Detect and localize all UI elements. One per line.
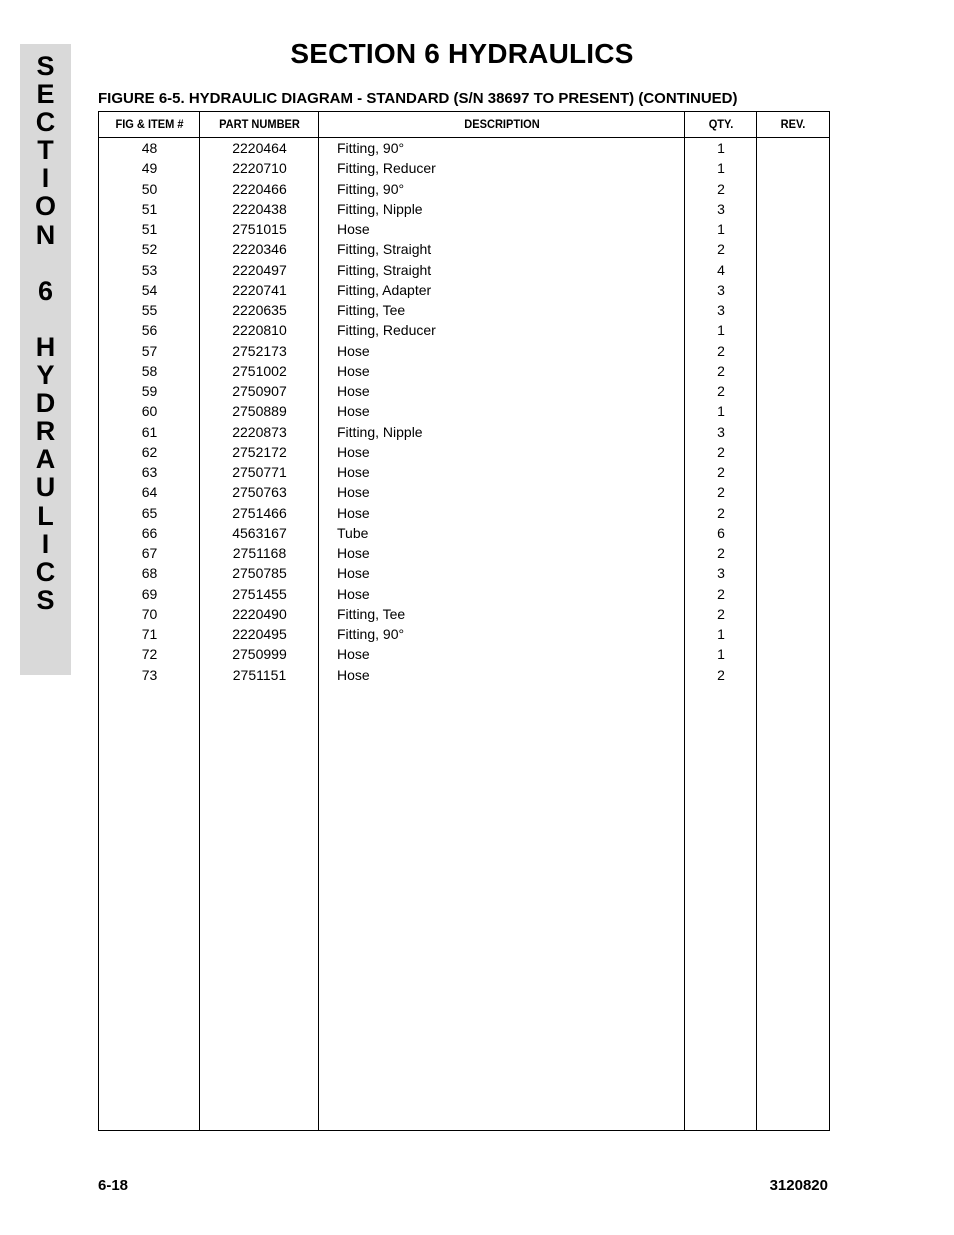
item-cell: 53 — [141, 261, 158, 278]
item-cell: 67 — [141, 545, 158, 561]
part-number-cell: 2750999 — [232, 646, 287, 663]
item-cell: 48 — [141, 140, 158, 156]
document-number: 3120820 — [769, 1177, 828, 1194]
qty-cell: 3 — [717, 200, 725, 217]
qty-cell: 2 — [717, 342, 725, 359]
part-number-cell: 2750763 — [232, 484, 287, 501]
item-cell: 55 — [141, 302, 158, 318]
table-row — [99, 543, 829, 563]
description-cell: Fitting, Reducer — [337, 322, 436, 339]
table-row — [99, 523, 829, 543]
table-row — [99, 361, 829, 381]
item-cell: 73 — [141, 666, 158, 683]
side-tab-letter: L — [37, 500, 54, 531]
qty-cell: 1 — [717, 403, 725, 420]
part-number-cell: 2752172 — [232, 443, 287, 460]
part-number-cell: 2750907 — [232, 383, 287, 399]
qty-cell: 2 — [717, 362, 725, 379]
item-cell: 56 — [141, 322, 158, 339]
part-number-cell: 2751466 — [232, 504, 287, 521]
table-row — [99, 239, 829, 259]
side-tab-letter: C — [35, 107, 56, 138]
description-cell: Hose — [337, 221, 370, 237]
table-row — [99, 381, 829, 401]
side-tab-letter: C — [35, 556, 56, 587]
table-row — [99, 665, 829, 685]
table-row — [99, 280, 829, 300]
table-row — [99, 563, 829, 583]
part-number-cell: 2751151 — [232, 666, 287, 683]
qty-cell: 4 — [717, 261, 725, 278]
item-cell: 50 — [141, 180, 158, 197]
qty-cell: 3 — [717, 565, 725, 582]
qty-cell: 3 — [717, 302, 725, 318]
side-tab-letter: U — [35, 472, 56, 503]
description-cell: Fitting, Nipple — [337, 200, 423, 217]
part-number-cell: 2220497 — [232, 261, 287, 278]
side-tab-letter: N — [35, 219, 56, 250]
part-number-cell: 2751015 — [232, 221, 287, 237]
side-tab-letter: T — [37, 135, 54, 166]
item-cell: 61 — [141, 423, 158, 440]
part-number-cell: 4563167 — [232, 524, 287, 541]
part-number-cell: 2220873 — [232, 423, 287, 440]
part-number-cell: 2220710 — [232, 160, 287, 177]
table-body — [99, 138, 829, 685]
part-number-cell: 2220464 — [232, 140, 287, 156]
part-number-cell: 2750771 — [232, 464, 287, 480]
table-row — [99, 482, 829, 502]
qty-cell: 1 — [717, 160, 725, 177]
part-number-cell: 2751002 — [232, 362, 287, 379]
item-cell: 68 — [141, 565, 158, 582]
description-cell: Hose — [337, 403, 370, 420]
side-tab-letter: E — [36, 79, 55, 110]
qty-cell: 3 — [717, 281, 725, 298]
part-number-cell: 2220490 — [232, 605, 287, 622]
part-number-cell: 2220346 — [232, 241, 287, 258]
qty-cell: 2 — [717, 180, 725, 197]
item-cell: 69 — [141, 585, 158, 602]
table-row — [99, 584, 829, 604]
table-row — [99, 341, 829, 361]
column-header-part-number: PART NUMBER — [219, 117, 300, 131]
item-cell: 51 — [141, 221, 158, 237]
item-cell: 71 — [141, 626, 158, 642]
side-tab-letter: Y — [36, 360, 55, 391]
side-tab-letter: A — [35, 444, 56, 475]
item-cell: 65 — [141, 504, 158, 521]
parts-table — [98, 111, 830, 1131]
description-cell: Hose — [337, 585, 370, 602]
table-row — [99, 300, 829, 320]
description-cell: Hose — [337, 362, 370, 379]
qty-cell: 1 — [717, 322, 725, 339]
section-side-tab — [20, 44, 71, 675]
description-cell: Fitting, Tee — [337, 605, 406, 622]
page-title: SECTION 6 HYDRAULICS — [290, 38, 634, 69]
part-number-cell: 2750889 — [232, 403, 287, 420]
column-header-description: DESCRIPTION — [464, 117, 540, 131]
item-cell: 58 — [141, 362, 158, 379]
side-tab-letter: O — [34, 191, 56, 222]
side-tab-letter: S — [36, 584, 55, 615]
table-row — [99, 503, 829, 523]
table-row — [99, 644, 829, 664]
column-header-item: FIG & ITEM # — [115, 117, 184, 131]
description-cell: Fitting, Adapter — [337, 281, 432, 298]
part-number-cell: 2751455 — [232, 585, 287, 602]
item-cell: 54 — [141, 281, 158, 298]
table-row — [99, 462, 829, 482]
description-cell: Fitting, Straight — [337, 241, 432, 258]
description-cell: Fitting, 90° — [337, 140, 405, 156]
description-cell: Hose — [337, 646, 370, 663]
qty-cell: 2 — [717, 383, 725, 399]
qty-cell: 2 — [717, 241, 725, 258]
description-cell: Fitting, Nipple — [337, 423, 423, 440]
part-number-cell: 2220810 — [232, 322, 287, 339]
side-tab-letter: I — [41, 163, 50, 194]
side-tab-letters — [20, 52, 71, 614]
qty-cell: 1 — [717, 140, 725, 156]
item-cell: 70 — [141, 605, 158, 622]
description-cell: Hose — [337, 464, 370, 480]
side-tab-letter: I — [41, 528, 50, 559]
item-cell: 64 — [141, 484, 158, 501]
description-cell: Hose — [337, 545, 370, 561]
page-number: 6-18 — [98, 1177, 129, 1194]
part-number-cell: 2220438 — [232, 200, 287, 217]
item-cell: 66 — [141, 524, 158, 541]
description-cell: Hose — [337, 666, 370, 683]
table-row — [99, 138, 829, 158]
item-cell: 60 — [141, 403, 158, 420]
item-cell: 63 — [141, 464, 158, 480]
qty-cell: 2 — [717, 443, 725, 460]
description-cell: Fitting, Straight — [337, 261, 432, 278]
qty-cell: 1 — [717, 221, 725, 237]
description-cell: Hose — [337, 383, 370, 399]
part-number-cell: 2220466 — [232, 180, 287, 197]
column-header-rev: REV. — [780, 117, 806, 131]
qty-cell: 1 — [717, 626, 725, 642]
description-cell: Hose — [337, 443, 370, 460]
side-tab-letter: S — [36, 51, 55, 81]
part-number-cell: 2752173 — [232, 342, 287, 359]
part-number-cell: 2220741 — [232, 281, 287, 298]
description-cell: Hose — [337, 342, 370, 359]
qty-cell: 3 — [717, 423, 725, 440]
table-row — [99, 199, 829, 219]
part-number-cell: 2751168 — [232, 545, 287, 561]
qty-cell: 2 — [717, 484, 725, 501]
table-header-row — [99, 112, 829, 138]
part-number-cell: 2750785 — [232, 565, 287, 582]
side-tab-letter: 6 — [37, 275, 54, 306]
side-tab-letter: H — [35, 331, 56, 362]
table-row — [99, 320, 829, 340]
table-row — [99, 219, 829, 239]
item-cell: 57 — [141, 342, 158, 359]
description-cell: Fitting, 90° — [337, 180, 405, 197]
description-cell: Hose — [337, 484, 370, 501]
qty-cell: 1 — [717, 646, 725, 663]
item-cell: 59 — [141, 383, 158, 399]
table-row — [99, 624, 829, 644]
table-row — [99, 401, 829, 421]
item-cell: 49 — [141, 160, 158, 177]
qty-cell: 2 — [717, 666, 725, 683]
table-row — [99, 442, 829, 462]
table-row — [99, 179, 829, 199]
qty-cell: 6 — [717, 524, 725, 541]
description-cell: Fitting, Reducer — [337, 160, 436, 177]
figure-title: FIGURE 6-5. HYDRAULIC DIAGRAM - STANDARD (S/N 38697 TO PRESENT) (CONTINUED) — [98, 90, 738, 107]
qty-cell: 2 — [717, 605, 725, 622]
side-tab-letter: D — [35, 388, 56, 419]
side-tab-letter: R — [35, 416, 56, 447]
table-row — [99, 158, 829, 178]
qty-cell: 2 — [717, 504, 725, 521]
part-number-cell: 2220635 — [232, 302, 287, 318]
item-cell: 52 — [141, 241, 158, 258]
qty-cell: 2 — [717, 545, 725, 561]
qty-cell: 2 — [717, 585, 725, 602]
table-row — [99, 260, 829, 280]
description-cell: Fitting, 90° — [337, 626, 405, 642]
qty-cell: 2 — [717, 464, 725, 480]
item-cell: 51 — [141, 200, 158, 217]
description-cell: Hose — [337, 565, 370, 582]
item-cell: 72 — [141, 646, 158, 663]
description-cell: Hose — [337, 504, 370, 521]
description-cell: Fitting, Tee — [337, 302, 406, 318]
item-cell: 62 — [141, 443, 158, 460]
table-row — [99, 604, 829, 624]
description-cell: Tube — [337, 524, 369, 541]
column-header-qty: QTY. — [708, 117, 734, 131]
table-row — [99, 422, 829, 442]
part-number-cell: 2220495 — [232, 626, 287, 642]
